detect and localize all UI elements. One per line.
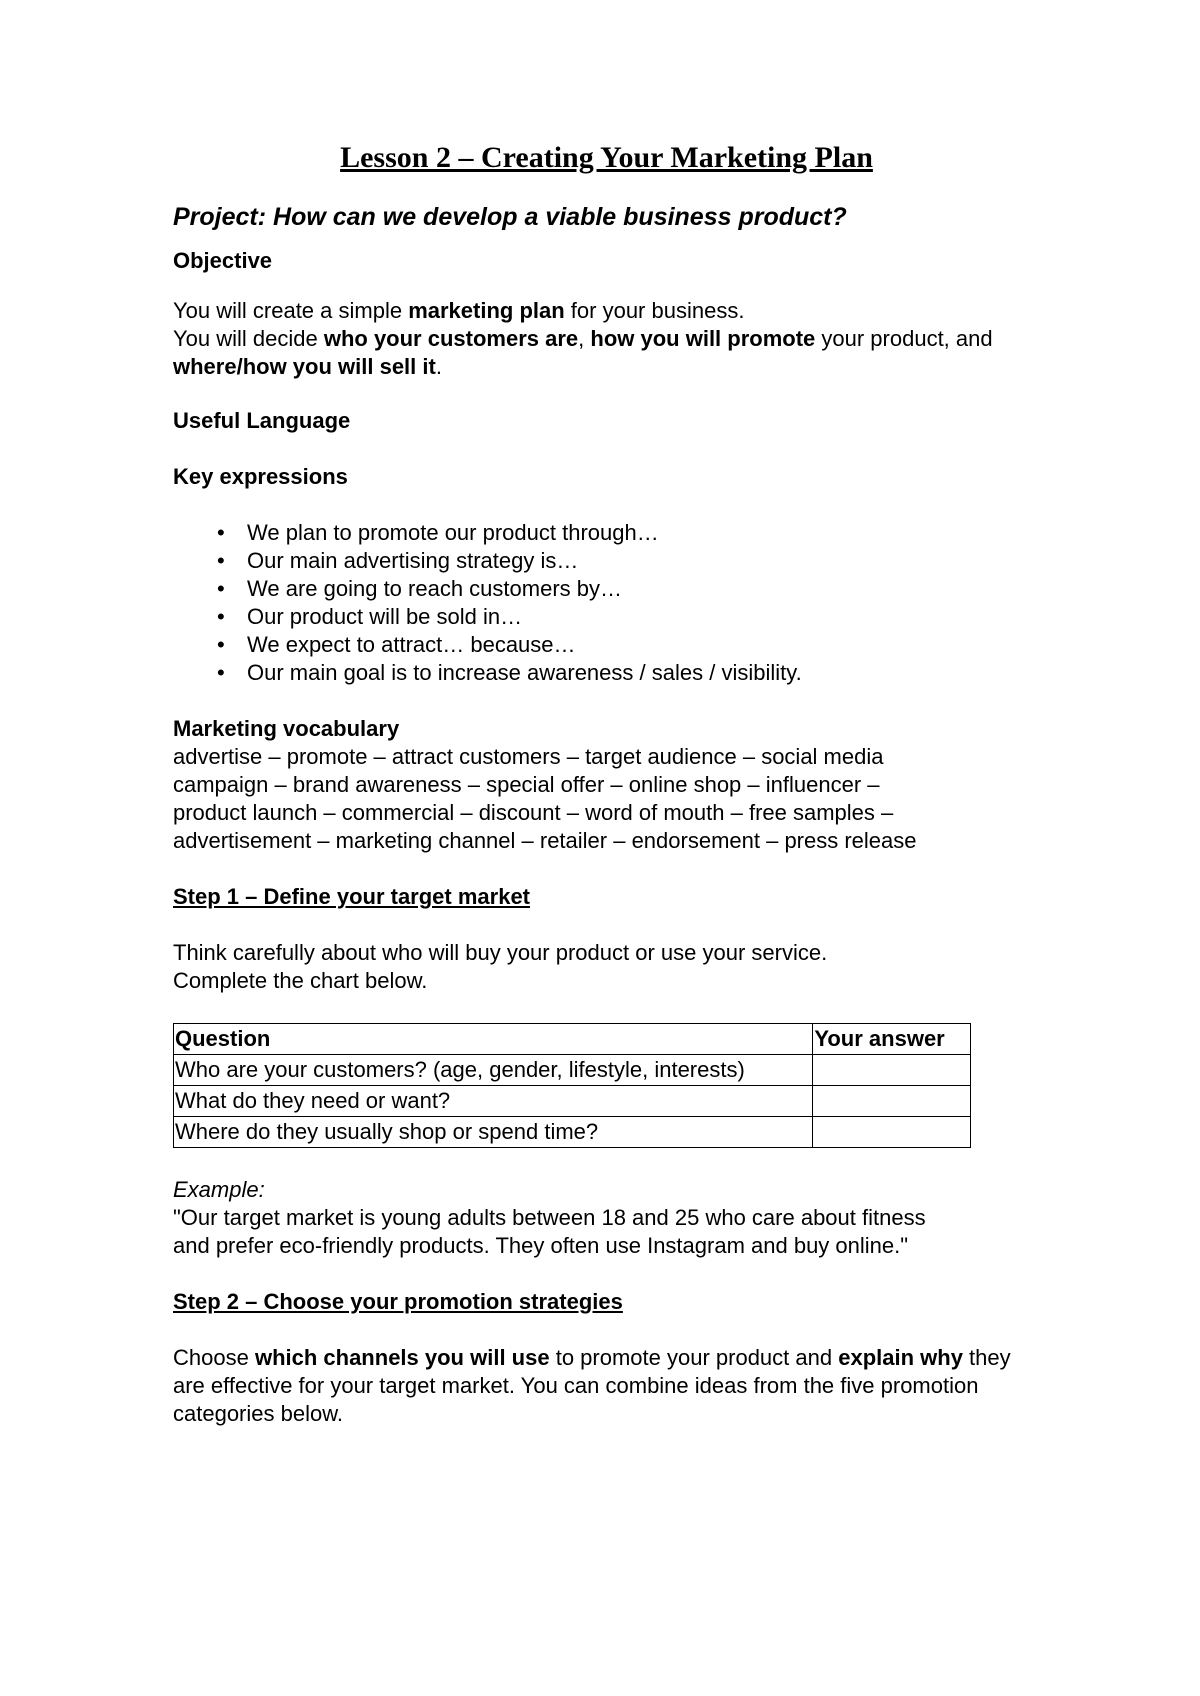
step-1-intro-line: Complete the chart below. [173, 968, 428, 993]
objective-heading: Objective [173, 248, 273, 273]
vocabulary-line: product launch – commercial – discount – word of mouth – free samples – [173, 800, 894, 825]
step-2-instructions: Choose which channels you will use to promote your product and explain why they are effective for your target market. You can combine ideas from the five promotion categories below. [173, 1345, 1011, 1426]
project-question: Project: How can we develop a viable business product? [173, 203, 847, 231]
vocabulary-line: campaign – brand awareness – special offer – online shop – influencer – [173, 772, 880, 797]
bullet-icon: • [217, 660, 225, 685]
useful-language-heading: Useful Language [173, 408, 351, 433]
table-header-row [174, 1024, 971, 1055]
step-1-intro-line: Think carefully about who will buy your product or use your service. [173, 940, 828, 965]
example-line: "Our target market is young adults between 18 and 25 who care about fitness [173, 1205, 926, 1230]
vocabulary-line: advertise – promote – attract customers – target audience – social media [173, 744, 884, 769]
key-expressions-list [173, 519, 1053, 687]
bullet-icon: • [217, 576, 225, 601]
document-page [173, 140, 1053, 1428]
example-label: Example: [173, 1177, 265, 1202]
question-cell: Who are your customers? (age, gender, lifestyle, interests) [174, 1055, 813, 1086]
answer-cell[interactable] [813, 1055, 971, 1086]
list-item: • We are going to reach customers by… [217, 576, 622, 601]
list-item: • Our main goal is to increase awareness / sales / visibility. [217, 660, 802, 685]
example-line: and prefer eco-friendly products. They often use Instagram and buy online." [173, 1233, 909, 1258]
list-item: • Our product will be sold in… [217, 604, 523, 629]
vocabulary-heading: Marketing vocabulary [173, 716, 400, 741]
answer-cell[interactable] [813, 1117, 971, 1148]
target-market-table [173, 1023, 971, 1148]
bullet-icon: • [217, 548, 225, 573]
key-expressions-heading: Key expressions [173, 464, 348, 489]
vocabulary-line: advertisement – marketing channel – retailer – endorsement – press release [173, 828, 917, 853]
list-item: • We expect to attract… because… [217, 632, 576, 657]
table-header-question: Question [174, 1024, 813, 1055]
answer-cell[interactable] [813, 1086, 971, 1117]
list-item: • Our main advertising strategy is… [217, 548, 579, 573]
objective-line-1: You will create a simple marketing plan for your business. [173, 298, 745, 323]
question-cell: Where do they usually shop or spend time? [174, 1117, 813, 1148]
table-row [174, 1086, 971, 1117]
table-header-answer: Your answer [813, 1024, 971, 1055]
bullet-icon: • [217, 632, 225, 657]
page-title: Lesson 2 – Creating Your Marketing Plan [340, 141, 873, 174]
table-row [174, 1055, 971, 1086]
bullet-icon: • [217, 604, 225, 629]
step-1-heading: Step 1 – Define your target market [173, 884, 531, 909]
objective-line-2: You will decide who your customers are, how you will promote your product, and where/how you will sell it. [173, 326, 993, 379]
step-2-heading: Step 2 – Choose your promotion strategies [173, 1289, 623, 1314]
question-cell: What do they need or want? [174, 1086, 813, 1117]
table-row [174, 1117, 971, 1148]
bullet-icon: • [217, 520, 225, 545]
list-item: • We plan to promote our product through… [217, 520, 659, 545]
